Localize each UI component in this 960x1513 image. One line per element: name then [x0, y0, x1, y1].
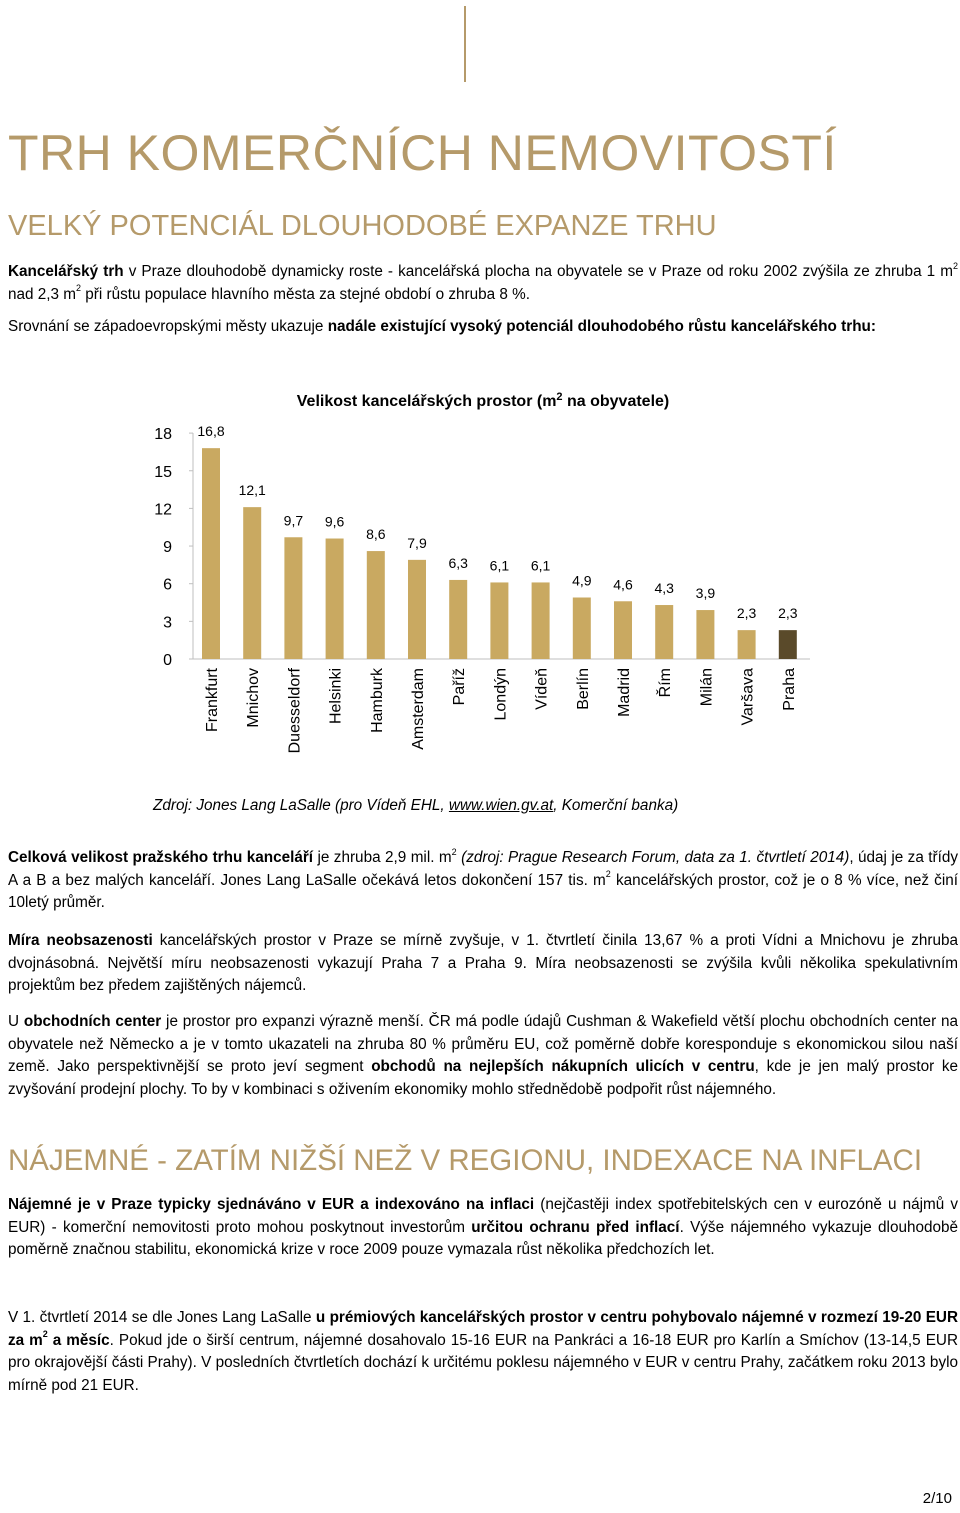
- data-label: 4,6: [613, 576, 633, 593]
- section-heading-potencial: VELKÝ POTENCIÁL DLOUHODOBÉ EXPANZE TRHU: [8, 210, 717, 242]
- section-heading-najemne: NÁJEMNÉ - ZATÍM NIŽŠÍ NEŽ V REGIONU, INDEXACE NA INFLACI: [8, 1144, 923, 1177]
- category-label: Hamburk: [368, 668, 386, 733]
- paragraph-office-market: Kancelářský trh v Praze dlouhodobě dynamicky roste - kancelářská plocha na obyvatele se v Praze od roku 2002 zvýšila ze zhruba 1 $m^2$ nad 2,3 $m^2$ při růstu populace hlavního města za stejné období o zhruba 8 %.: [8, 260, 958, 303]
- y-tick-label: 9: [163, 539, 172, 557]
- paragraph-market-size: Celková velikost pražského trhu kanceláří je zhruba 2,9 mil. $m^2$ (zdroj: Prague Research Forum, data za 1. čtvrtletí 2014), údaj je za třídy A a B a bez malých kanceláří. Jones Lang LaSalle očekává letos dokončení 157 tis. $m^2$ kancelářských prostor, což je o 8 % více, než činí 10letý průměr.: [8, 846, 958, 911]
- paragraph-comparison: Srovnání se západoevropskými městy ukazuje nadále existující vysoký potenciál dlouhodobého růstu kancelářského trhu:: [8, 318, 876, 335]
- bar-helsinki: [326, 539, 344, 659]
- data-label: 9,7: [283, 512, 304, 529]
- data-label: 12,1: [238, 482, 266, 499]
- data-label: 4,3: [654, 580, 674, 597]
- data-label: 6,1: [489, 557, 510, 574]
- category-label: Mnichov: [245, 668, 263, 728]
- bar-madrid: [614, 601, 632, 659]
- paragraph-shopping-centers: U obchodních center je prostor pro expanzi výrazně menší. ČR má podle údajů Cushman & Wakefield větší plochu obchodních center na obyvatele než Německo a je v tomto ukazateli na zhruba 80 % průměru EU, což poměrně dobře koresponduje s ekonomickou silou naší země. Jako perspektivnější se proto jeví segment obchodů na nejlepších nákupních ulicích v centru, kde je jen malý prostor ke zvyšování prodejní plochy. To by v kombinaci s oživením ekonomiky mohlo střednědobě podpořit růst nájemného.: [8, 1013, 958, 1098]
- bar-series: [197, 423, 797, 753]
- paragraph-rent-eur: Nájemné je v Praze typicky sjednáváno v EUR a indexováno na inflaci (nejčastěji index spotřebitelských cen v eurozóně u nájmů v EUR) - komerční nemovitosti proto mohou poskytnout investorům určitou ochranu před inflací. Výše nájemného vykazuje dlouhodobě poměrně značnou stabilitu, ekonomická krize v roce 2009 pouze vymazala růst několika předchozích let.: [8, 1196, 959, 1258]
- category-label: Vídeň: [533, 668, 551, 710]
- category-label: Paříž: [451, 668, 469, 706]
- data-label: 2,3: [736, 605, 757, 622]
- category-label: Duesseldorf: [286, 668, 304, 754]
- bar-milán: [696, 610, 714, 659]
- data-label: 16,8: [197, 423, 225, 440]
- data-label: 6,1: [530, 557, 551, 574]
- data-label: 2,3: [778, 605, 798, 622]
- bar-praha: [779, 630, 797, 659]
- category-label: Varšava: [739, 668, 757, 726]
- category-label: Praha: [780, 668, 798, 711]
- office-space-bar-chart: [0, 378, 960, 798]
- source-link[interactable]: www.wien.gv.at: [448, 797, 554, 814]
- bar-vídeň: [532, 582, 550, 659]
- bar-řím: [655, 605, 673, 659]
- category-label: Frankfurt: [204, 668, 221, 733]
- bar-londýn: [490, 582, 508, 659]
- category-label: Helsinki: [327, 668, 345, 725]
- y-tick-label: 3: [163, 614, 172, 632]
- bar-amsterdam: [408, 560, 426, 659]
- page-title: TRH KOMERČNÍCH NEMOVITOSTÍ: [8, 125, 837, 181]
- chart-source-note: Zdroj: Jones Lang LaSalle (pro Vídeň EHL, www.wien.gv.at, Komerční banka): [153, 797, 679, 814]
- bar-duesseldorf: [284, 537, 302, 659]
- paragraph-vacancy: Míra neobsazenosti kancelářských prostor v Praze se mírně zvyšuje, v 1. čtvrtletí činila 13,67 % a proti Vídni a Mnichovu je zhruba dvojnásobná. Největší míru neobsazenosti vykazují Praha 7 a Praha 9. Míra neobsazenosti se zvýšila kvůli několika spekulativním projektům bez předem zajištěných nájemců.: [8, 932, 958, 994]
- paragraph-rent-levels: V 1. čtvrtletí 2014 se dle Jones Lang LaSalle u prémiových kancelářských prostor v centru pohybovalo nájemné v rozmezí 19-20 EUR za $m^2$ a měsíc. Pokud jde o širší centrum, nájemné dosahovalo 15-16 EUR na Pankráci a 16-18 EUR pro Karlín a Smíchov (13-14,5 EUR pro okrajovější části Prahy). V posledních čtvrtletích dochází k určitému poklesu nájemného v EUR v centru Prahy, začátkem roku 2013 bylo mírně pod 21 EUR.: [8, 1309, 958, 1394]
- data-label: 3,9: [695, 585, 716, 602]
- bar-paříž: [449, 580, 467, 659]
- y-tick-label: 15: [154, 463, 172, 481]
- page-number: 2/10: [922, 1490, 952, 1507]
- y-tick-label: 12: [154, 501, 172, 519]
- data-label: 9,6: [324, 513, 345, 530]
- bar-mnichov: [243, 507, 261, 659]
- data-label: 4,9: [572, 572, 592, 589]
- bar-hamburk: [367, 551, 385, 659]
- data-label: 6,3: [448, 554, 468, 571]
- category-label: Londýn: [492, 668, 510, 721]
- bar-frankfurt: [202, 448, 220, 659]
- category-label: Milán: [698, 668, 716, 707]
- y-tick-label: 18: [154, 426, 172, 444]
- y-tick-label: 0: [163, 652, 172, 669]
- category-label: Berlín: [574, 668, 592, 710]
- chart-title: Velikost kancelářských prostor ($m^2$ na obyvatele): [296, 391, 670, 410]
- category-label: Madrid: [616, 668, 633, 717]
- category-label: Amsterdam: [410, 668, 427, 750]
- data-label: 8,6: [366, 526, 386, 543]
- bar-berlín: [573, 598, 591, 659]
- category-label: Řím: [657, 668, 675, 698]
- y-tick-label: 6: [163, 576, 172, 594]
- data-label: 7,9: [407, 534, 427, 551]
- y-axis-ticks: [154, 426, 193, 669]
- bar-varšava: [738, 630, 756, 659]
- top-divider: [464, 6, 466, 82]
